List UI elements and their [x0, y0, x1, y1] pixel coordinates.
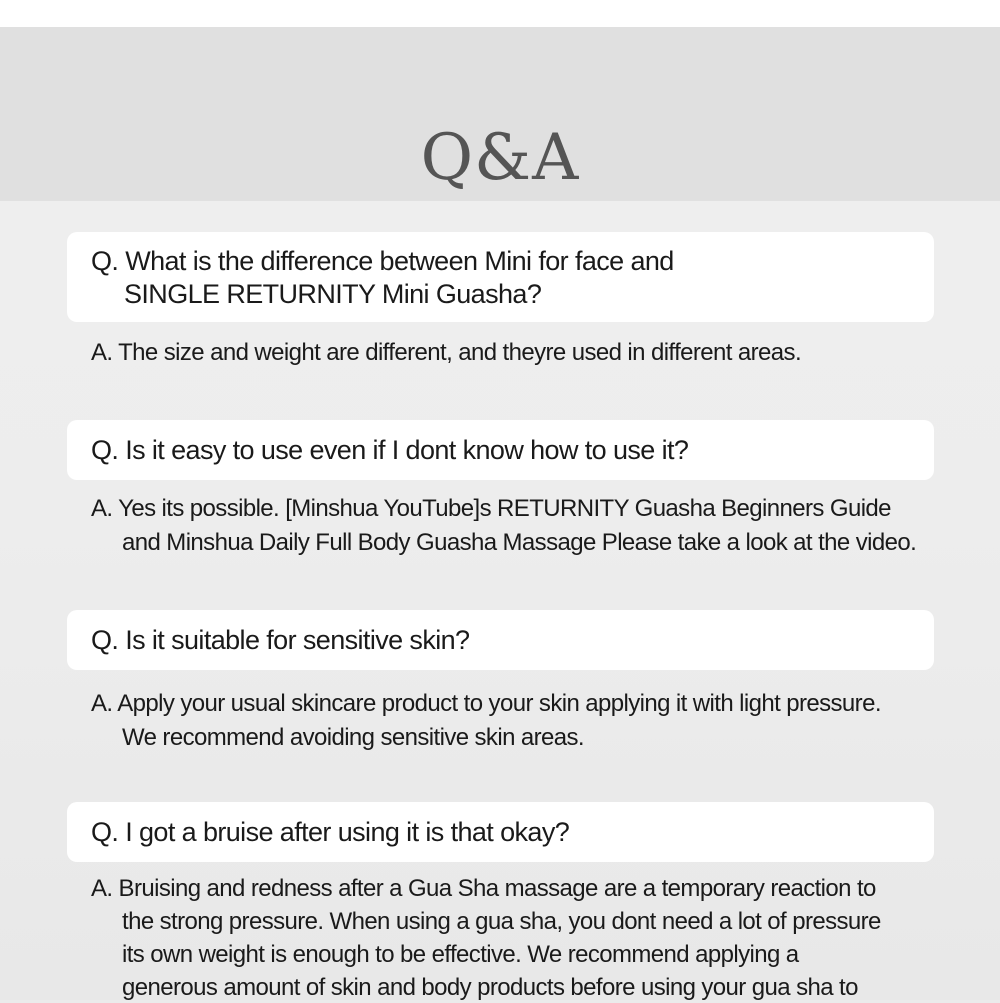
- faq-answer-2-cont: and Minshua Daily Full Body Guasha Massage Please take a look at the video.: [122, 529, 917, 556]
- top-strip: [0, 0, 1000, 27]
- question-line: SINGLE RETURNITY Mini Guasha?: [124, 279, 542, 309]
- faq-answer-4-cont: its own weight is enough to be effective. We recommend applying a: [122, 941, 799, 968]
- faq-answer-3-cont: We recommend avoiding sensitive skin areas.: [122, 724, 584, 751]
- page-title: Q&A: [420, 121, 580, 195]
- question-line: Q. I got a bruise after using it is that okay?: [91, 817, 570, 847]
- faq-question-2: [67, 420, 934, 480]
- faq-question-1: [67, 232, 934, 322]
- question-line: Q. What is the difference between Mini for face and: [91, 246, 674, 276]
- faq-answer-2: A. Yes its possible. [Minshua YouTube]s RETURNITY Guasha Beginners Guide: [91, 495, 891, 522]
- faq-answer-4-cont: the strong pressure. When using a gua sha, you dont need a lot of pressure: [122, 908, 881, 935]
- faq-answer-1: A. The size and weight are different, and theyre used in different areas.: [91, 339, 802, 366]
- faq-answer-4: A. Bruising and redness after a Gua Sha massage are a temporary reaction to: [91, 875, 876, 902]
- faq-question-3: [67, 610, 934, 670]
- faq-question-4: [67, 802, 934, 862]
- question-line: Q. Is it easy to use even if I dont know how to use it?: [91, 435, 689, 465]
- faq-answer-3: A. Apply your usual skincare product to your skin applying it with light pressure.: [91, 690, 881, 717]
- question-line: Q. Is it suitable for sensitive skin?: [91, 625, 470, 655]
- faq-answer-4-cont: generous amount of skin and body products before using your gua sha to: [122, 974, 858, 1001]
